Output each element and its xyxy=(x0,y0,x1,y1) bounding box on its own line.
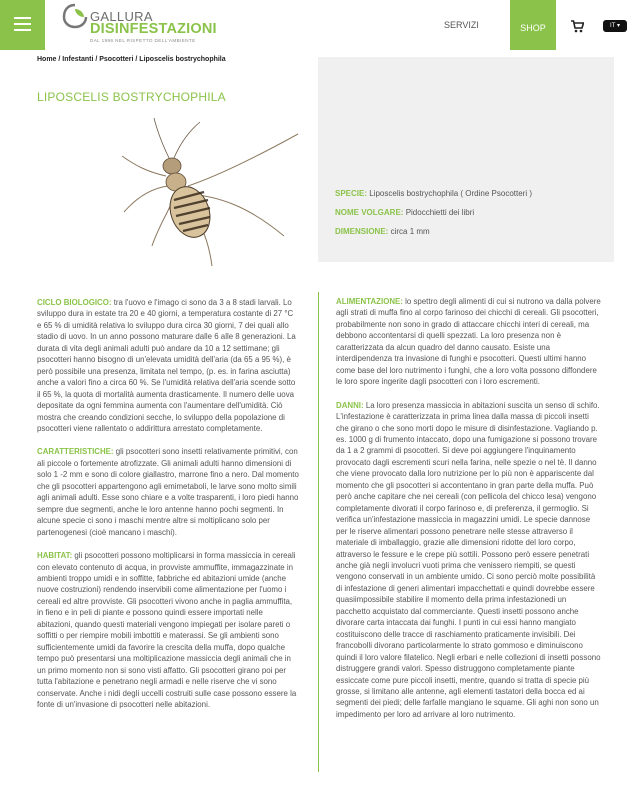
nav-shop[interactable]: SHOP xyxy=(510,0,556,50)
species-info-box xyxy=(318,57,614,262)
section-caratteristiche xyxy=(37,446,299,538)
breadcrumb[interactable]: Home / Infestanti / Psocotteri / Liposcelis bostrychophila xyxy=(37,56,226,63)
site-header xyxy=(0,0,635,50)
language-selector[interactable]: IT ▾ xyxy=(603,20,627,32)
info-nome-volgare xyxy=(335,208,474,217)
cart-icon[interactable] xyxy=(571,20,584,33)
info-dim-value: circa 1 mm xyxy=(390,227,430,236)
left-column xyxy=(37,297,299,722)
logo-tagline: DAL 1996 NEL RISPETTO DELL'AMBIENTE xyxy=(90,38,196,43)
info-specie-label: SPECIE: xyxy=(335,189,368,198)
info-nome-value: Pidocchietti dei libri xyxy=(405,208,475,217)
section-alim-text: lo spettro degli alimenti di cui si nutrono va dalla polvere agli strati di muffa fino al corpo farinoso dei chicchi di cereali. Gli psocotteri, probabilmente non sono in grado di attaccare chicchi interi di cereali, ma debbono accontentarsi di quelli spezzati. La loro presenza non è caratterizzata da alcun quadro del danno causato. Esiste una interdipendenza tra invasione di funghi e psocotteri. Questi ultimi hanno come base del loro nutrimento i funghi, che a loro volta possono diffondere le loro spore ingerite dagli psocotteri con i loro escrementi. xyxy=(336,297,601,387)
section-habitat-label: HABITAT: xyxy=(37,551,73,561)
section-caratt-label: CARATTERISTICHE: xyxy=(37,447,114,457)
right-column xyxy=(336,296,601,732)
section-danni-text: La loro presenza massiccia in abitazioni suscita un senso di schifo. L'infestazione è caratterizzata in prima linea dalla massa di piccoli insetti che girano o che sono morti dopo le misure di disinfestazione. Vagliando p. es. 1000 g di frumento intaccato, dopo una fumigazione si possono trovare da 1 a 2 grammi di psocotteri. Si deve poi aggiungere l'inquinamento provocato dagli escrementi scuri nella farina, nelle spezie o nel tè. Il danno che viene provocato dalla loro nutrizione per lo più non è appariscente dal momento che gli psocotteri si accontentano in gran parte della muffa. Può però anche capitare che nei cereali (con pellicola del chicco lesa) vengono completamente divorati il corpo farinoso e, di preferenza, il germoglio. Si verifica un'infestazione massiccia in magazzini umidi. Le specie dannose per le riserve alimentari possono penetrare nelle stesse attraverso il materiale di imballaggio, grazie alle dimensioni ridotte del loro corpo, attraverso le fessure e le crepe più sottili. Possono però essere penetrati anche già negli involucri vuoti prima che venissero riempiti, se questi vengono conservati in un ambiente umido. Ci sono perciò molte possibilità di infestazione di generi alimentari impacchettati e quindi dovrebbe essere quasiimpossibile stabilire il momento della prima infestazionedi un pacchetto acquistato dal commerciante. Questi insetti possono anche divorare carta intaccata dai funghi. I punti in cui essi hanno mangiato costituiscono delle tracce di raschiamento praticamente invisibili. Dei francobolli divorano particolarmente lo strato gommoso e diminuiscono quindi il loro valore filatelico. Negli erbari e nelle collezioni di insetti possono distruggere grandi valori. Spesso distruggono completamente piante essiccate come pure piccoli insetti, mentre, quando si tratta di specie più grosse, si limitano alle antenne, agli elementi tastatori della bocca ed ai segmenti dei piedi; delle farfalle mangiano le squame. Gli aghi non sono un impedimento per loro ad arrivare al loro nutrimento. xyxy=(336,400,601,719)
info-nome-label: NOME VOLGARE: xyxy=(335,208,404,217)
logo-text-disinfestazioni[interactable]: DISINFESTAZIONI xyxy=(90,21,217,37)
section-danni xyxy=(336,400,601,721)
info-specie xyxy=(335,189,532,198)
hamburger-icon xyxy=(14,17,31,19)
section-danni-label: DANNI: xyxy=(336,400,364,410)
section-habitat-text: gli psocotteri possono moltiplicarsi in forma massiccia in cereali con elevato contenuto di acqua, in provviste ammuffite, immagazzinate in ambienti troppo umidi e in soffitte, fabbriche ed abitazioni umide (anche nuove costruzioni) rendendo inservibili come alimentazione per l'uomo i cereali ed altre provviste. Gli psocotteri vivono anche in paglia ammuffita, in fieno e in peli di piante e possono quindi essere importati nelle abitazioni, quando questi materiali vengono impiegati per isolare pareti o soffitti o per riempire mobili imbottiti e materassi. Se gli ambienti sono sufficientemente umidi da favorire la crescita della muffa, dopo qualche tempo può presentarsi una moltiplicazione massiccia degli animali che in un primo momento non si sono visti affatto. Gli psocotteri girano poi per tutta l'abitazione e penetrano negli armadi e nelle riserve che vi sono conservate. Anche i nidi degli uccelli costruiti sulle case possono essere la fonte di un'invasione di psocotteri nelle abitazioni. xyxy=(37,551,297,709)
menu-button[interactable] xyxy=(0,0,45,50)
section-habitat xyxy=(37,550,299,710)
page-title: LIPOSCELIS BOSTRYCHOPHILA xyxy=(37,90,226,104)
hamburger-icon-bar xyxy=(14,23,31,25)
insect-image xyxy=(108,116,304,274)
section-ciclo-biologico xyxy=(37,297,299,434)
section-ciclo-text: tra l'uovo e l'imago ci sono da 3 a 8 stadi larvali. Lo sviluppo dura in estate tra 20 e 40 giorni, a temperatura costante di 27 °C e 65 % di umidità relativa lo sviluppo dura circa 30 giorni, 7 dei quali allo stadio di uovo. In un anno possono maturare dalle 6 alle 8 generazioni. La durata di vita degli animali adulti può andare da 10 a 12 settimane; gli psocotteri hanno bisogno di un'elevata umidità dell'aria (da 65 a 95 %), è però possibile una presenza, limitata nel tempo, (p. es. in farina asciutta) anche a valori fino a circa 60 %. Se l'umidità relativa dell'aria scende sotto il 65 %, la quota di mortalità aumenta drasticamente. Il numero delle uova depositate da ogni femmina aumenta con l'aumentare dell'umidità. Ciò mostra che creando condizioni secche, lo sviluppo della popolazione di psocotteri viene rallentato o addirittura arrestato completamente. xyxy=(37,298,296,433)
section-alim-label: ALIMENTAZIONE: xyxy=(336,297,403,306)
hamburger-icon-bar xyxy=(14,29,31,31)
section-alimentazione xyxy=(336,296,601,388)
section-ciclo-label: CICLO BIOLOGICO: xyxy=(37,298,112,307)
logo-leaf-icon[interactable] xyxy=(62,3,88,29)
nav-servizi[interactable]: SERVIZI xyxy=(444,20,479,30)
info-specie-value: Liposcelis bostrychophila ( Ordine Psocotteri ) xyxy=(369,189,532,198)
column-divider xyxy=(318,292,319,772)
logo-text-gallura[interactable]: GALLURA xyxy=(90,9,153,24)
info-dimensione xyxy=(335,227,430,236)
info-dim-label: DIMENSIONE: xyxy=(335,227,389,236)
section-caratt-text: gli psocotteri sono insetti relativamente primitivi, con ali piccole o fortemente atrofizzate. Gli animali adulti hanno dimensioni di solo 1 -2 mm e sono di colore giallastro, marrone fino a nero. Dal momento che gli psocotteri appartengono agli emimetaboli, le larve sono molto simili agli animali adulti. Esse sono chiare e a volte trasparenti, i loro piedi hanno sempre due segmenti, anche le loro antenne hanno pochi segmenti. In alcune specie ci sono i maschi mentre altre si moltiplicano solo per partenogenesi (cioè mancano i maschi). xyxy=(37,447,299,537)
